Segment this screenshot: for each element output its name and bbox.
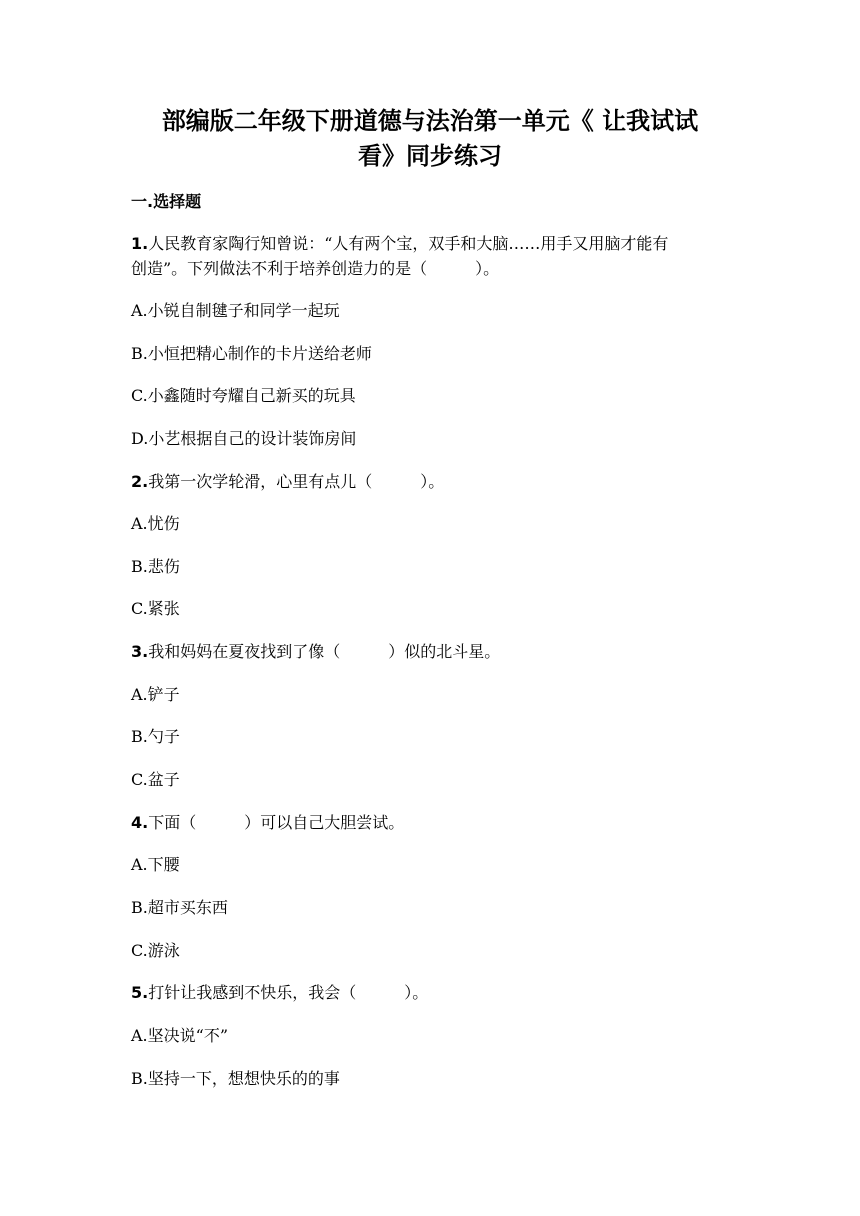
question-2-option-a: A.忧伤 bbox=[131, 514, 180, 533]
page-title-line-1: 部编版二年级下册道德与法治第一单元《 让我试试 bbox=[161, 107, 699, 135]
question-3-option-a: A.铲子 bbox=[131, 685, 180, 704]
question-4-line-1 bbox=[131, 812, 404, 834]
question-1-option-a: A.小锐自制毽子和同学一起玩 bbox=[131, 301, 340, 320]
question-4-option-b: B.超市买东西 bbox=[131, 898, 228, 917]
question-1-line-1 bbox=[131, 233, 668, 255]
question-2-number: 2. bbox=[131, 472, 149, 491]
question-4-text: 下面（ ）可以自己大胆尝试。 bbox=[148, 813, 405, 832]
question-1-option-b: B.小恒把精心制作的卡片送给老师 bbox=[131, 344, 372, 363]
question-2-option-b: B.悲伤 bbox=[131, 557, 180, 576]
question-1-text: 人民教育家陶行知曾说：“人有两个宝，双手和大脑……用手又用脑才能有 bbox=[148, 234, 669, 253]
question-4-option-a: A.下腰 bbox=[131, 855, 180, 874]
question-3-number: 3. bbox=[131, 642, 149, 661]
question-4-number: 4. bbox=[131, 813, 149, 832]
question-3-option-b: B.勺子 bbox=[131, 727, 180, 746]
question-2-text: 我第一次学轮滑，心里有点儿（ ）。 bbox=[148, 472, 445, 491]
question-5-option-b: B.坚持一下，想想快乐的的事 bbox=[131, 1069, 340, 1088]
question-5-option-a: A.坚决说“不” bbox=[131, 1026, 229, 1045]
question-3-option-c: C.盆子 bbox=[131, 770, 180, 789]
section-heading: 一.选择题 bbox=[131, 192, 202, 211]
page-title-line-2: 看》同步练习 bbox=[358, 142, 502, 170]
question-1-option-d: D.小艺根据自己的设计装饰房间 bbox=[131, 429, 357, 448]
question-2-line-1 bbox=[131, 471, 444, 493]
question-1-number: 1. bbox=[131, 234, 149, 253]
question-4-option-c: C.游泳 bbox=[131, 941, 180, 960]
question-5-line-1 bbox=[131, 982, 428, 1004]
question-3-text: 我和妈妈在夏夜找到了像（ ）似的北斗星。 bbox=[148, 642, 501, 661]
question-5-number: 5. bbox=[131, 983, 149, 1002]
question-3-line-1 bbox=[131, 641, 500, 663]
question-5-text: 打针让我感到不快乐，我会（ ）。 bbox=[148, 983, 429, 1002]
question-1-line-2: 创造”。下列做法不利于培养创造力的是（ ）。 bbox=[131, 259, 500, 278]
question-2-option-c: C.紧张 bbox=[131, 599, 180, 618]
question-1-option-c: C.小鑫随时夸耀自己新买的玩具 bbox=[131, 386, 356, 405]
